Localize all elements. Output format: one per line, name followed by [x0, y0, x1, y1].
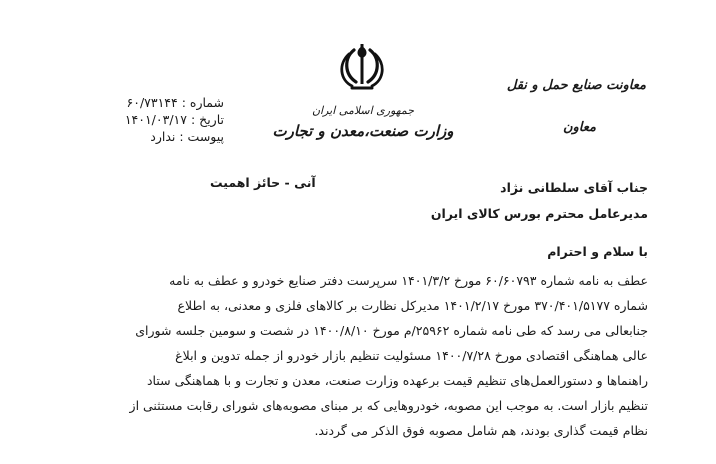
body-line: جنابعالی می رسد که طی نامه شماره ۲۵۹۶۲/م مورخ ۱۴۰۰/۸/۱۰ در شصت و سومین جلسه شورای — [135, 323, 648, 338]
republic-name: جمهوری اسلامی ایران — [311, 104, 415, 117]
body-line: نظام قیمت گذاری بودند، هم شامل مصوبه فوق الذکر می گردند. — [314, 423, 648, 438]
iran-emblem-icon — [334, 38, 390, 94]
urgency-label: آنی - حائز اهمیت — [210, 175, 316, 190]
body-line: شماره ۳۷۰/۴۰۱/۵۱۷۷ مورخ ۱۴۰۱/۲/۱۷ مدیرکل نظارت بر کالاهای فلزی و معدنی، به اطلاع — [177, 298, 648, 313]
recipient-block — [431, 175, 648, 227]
body-line: عطف به نامه شماره ۶۰/۶۰۷۹۳ مورخ ۱۴۰۱/۳/۲ سرپرست دفتر صنایع خودرو و عطف به نامه — [169, 273, 648, 288]
body-line: تنظیم بازار است. به موجب این مصوبه، خودروهایی که بر مبنای مصوبه‌های شورای رقابت مستثنی از — [129, 398, 648, 413]
letter-meta — [74, 94, 224, 145]
ministry-header — [268, 38, 458, 148]
ministry-name: وزارت صنعت،معدن و تجارت — [272, 122, 454, 140]
deputy-office: معاونت صنایع حمل و نقل — [506, 78, 646, 93]
deputy-title: معاون — [562, 120, 596, 135]
salutation: با سلام و احترام — [547, 244, 648, 259]
letter-number: شماره : ۶۰/۷۳۱۴۴ — [126, 95, 224, 110]
body-line: راهنماها و دستورالعمل‌های تنظیم قیمت برعهده وزارت صنعت، معدن و تجارت و با هماهنگی ستاد — [146, 373, 648, 388]
letter-date: تاریخ : ۱۴۰۱/۰۳/۱۷ — [124, 112, 224, 127]
letter-body — [48, 268, 648, 443]
recipient-position: مدیرعامل محترم بورس کالای ایران — [430, 206, 648, 221]
recipient-name: جناب آقای سلطانی نژاد — [500, 180, 648, 195]
letter-attachment: پیوست : ندارد — [150, 129, 224, 144]
body-line: عالی هماهنگی اقتصادی مورخ ۱۴۰۰/۷/۲۸ مسئولیت تنظیم بازار خودرو از جمله تدوین و ابلاغ — [175, 348, 648, 363]
